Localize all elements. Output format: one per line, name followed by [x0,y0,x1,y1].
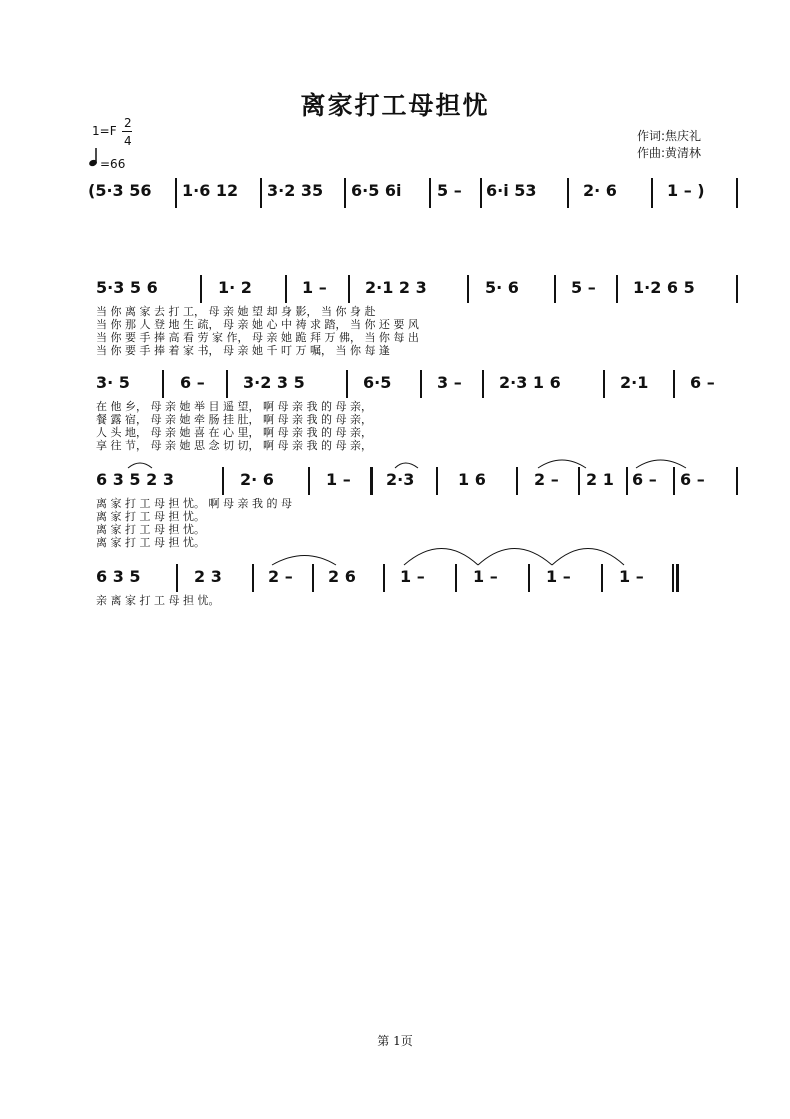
measure: 1· 2 [218,278,252,297]
lyric-verse-1: 当 你 离 家 去 打 工， 母 亲 她 望 却 身 影， 当 你 身 赴 [96,305,376,318]
key-signature: 1=F [92,124,117,138]
lyricist-credit: 作词:焦庆礼 [637,129,702,143]
measure: 3· 5 [96,373,130,392]
measure: 2 6 [328,567,356,586]
time-signature-top: 2 [124,116,132,130]
measure: 1 – [302,278,327,297]
measure: 3·2 3 5 [243,373,305,392]
lyric-verse-3: 离 家 打 工 母 担 忧。 [96,523,205,536]
measure: 5 – [571,278,596,297]
lyric-verse-2: 餐 露 宿， 母 亲 她 牵 肠 挂 肚， 啊 母 亲 我 的 母 亲， [96,413,372,426]
measure: (5·3 56 [88,181,152,200]
measure: 1·2 6 5 [633,278,695,297]
measure: 1 – [619,567,644,586]
lyric-verse-4: 离 家 打 工 母 担 忧。 [96,536,205,549]
measure: 6·5 [363,373,392,392]
measure: 6 3 5 2 3 [96,470,174,489]
tempo-marking: =66 [100,157,126,171]
measure: 2 – [534,470,559,489]
measure: 3 – [437,373,462,392]
measure: 2·1 2 3 [365,278,427,297]
lyric-verse-4: 当 你 要 手 捧 着 家 书， 母 亲 她 千 叮 万 嘱， 当 你 每 逢 [96,344,390,357]
lyric-verse-1: 在 他 乡， 母 亲 她 举 目 遥 望， 啊 母 亲 我 的 母 亲， [96,400,372,413]
measure: 2· 6 [240,470,274,489]
measure: 5 – [437,181,462,200]
lyric-verse-1: 亲 离 家 打 工 母 担 忧。 [96,594,220,607]
time-signature-bottom: 4 [124,134,132,148]
measure: 1 6 [458,470,486,489]
measure: 2·3 [386,470,415,489]
measure: 1·6 12 [182,181,239,200]
page-number: 第 1页 [377,1034,413,1048]
measure: 6 – [180,373,205,392]
measure: 2· 6 [583,181,617,200]
measure: 2 3 [194,567,222,586]
lyric-verse-2: 离 家 打 工 母 担 忧。 [96,510,205,523]
measure: 2·3 1 6 [499,373,561,392]
lyric-verse-2: 当 你 那 人 登 地 生 疏， 母 亲 她 心 中 祷 求 踏， 当 你 还 要 风 [96,318,419,331]
measure: 6·i 53 [486,181,537,200]
lyric-verse-3: 当 你 要 手 捧 高 看 劳 家 作， 母 亲 她 跪 拜 万 佛， 当 你 每 出 [96,331,419,344]
measure: 6·5 6i [351,181,402,200]
measure: 1 – [326,470,351,489]
measure: 2·1 [620,373,649,392]
lyric-verse-1: 离 家 打 工 母 担 忧。 啊 母 亲 我 的 母 [96,497,292,510]
measure: 1 – [546,567,571,586]
measure: 6 – [680,470,705,489]
measure: 3·2 35 [267,181,324,200]
measure: 6 3 5 [96,567,141,586]
measure: 2 – [268,567,293,586]
measure: 5· 6 [485,278,519,297]
composer-credit: 作曲:黄清林 [637,146,702,160]
measure: 2 1 [586,470,614,489]
lyric-verse-3: 人 头 地， 母 亲 她 喜 在 心 里， 啊 母 亲 我 的 母 亲， [96,426,372,439]
measure: 5·3 5 6 [96,278,158,297]
song-title: 离家打工母担忧 [300,91,490,120]
lyric-verse-4: 享 往 节， 母 亲 她 思 念 切 切， 啊 母 亲 我 的 母 亲， [96,439,372,452]
measure: 1 – [400,567,425,586]
measure: 6 – [632,470,657,489]
measure: 1 – ) [667,181,705,200]
measure: 1 – [473,567,498,586]
measure: 6 – [690,373,715,392]
